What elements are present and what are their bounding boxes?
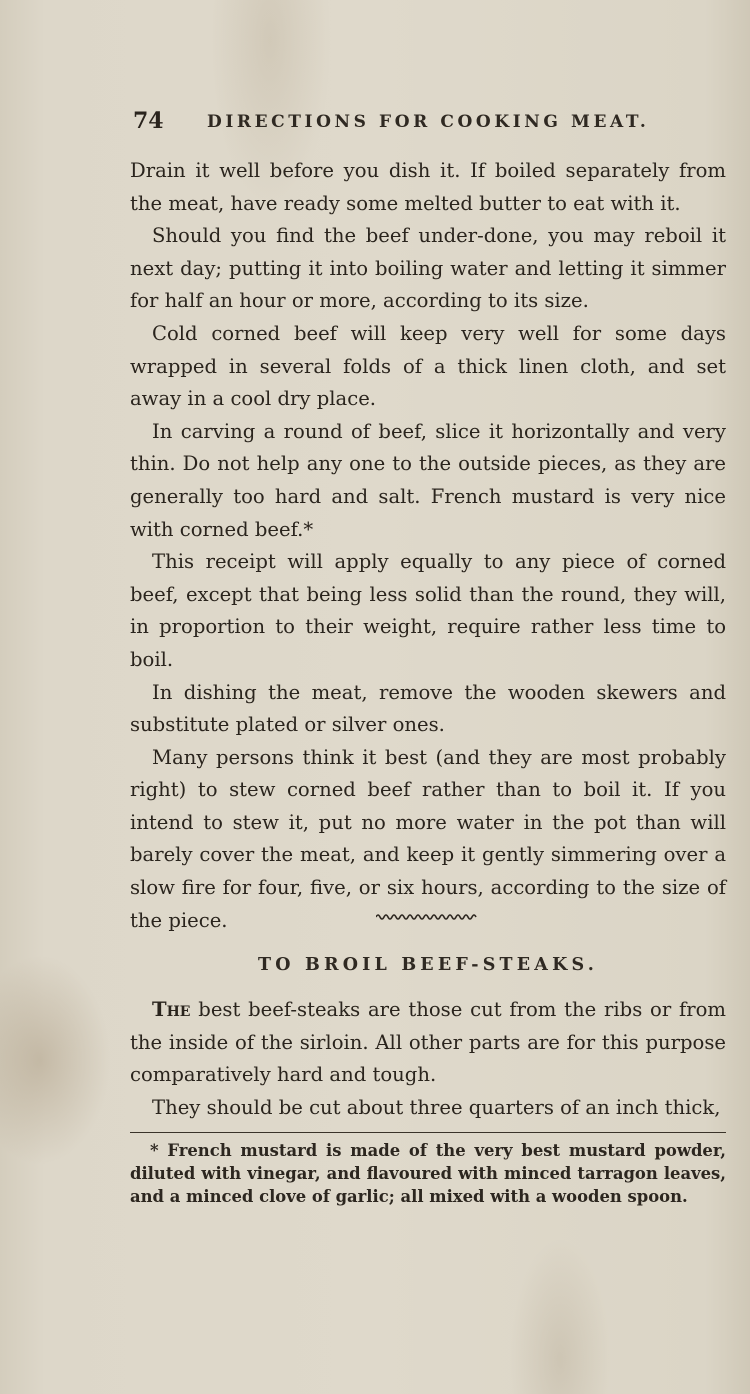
paragraph: Cold corned beef will keep very well for some days wrapped in several folds of a thick linen cloth, and set away in a cool dry place. [130, 321, 726, 411]
running-head: DIRECTIONS FOR COOKING MEAT. [207, 112, 650, 132]
body-text-top [130, 155, 726, 937]
paragraph-text: best beef-steaks are those cut from the ribs or from the inside of the sirloin. All other parts are for this purpose comparatively hard and tough. [130, 998, 726, 1087]
paragraph: In dishing the meat, remove the wooden skewers and substitute plated or silver ones. [130, 680, 726, 737]
body-text-bottom [130, 994, 726, 1124]
page-header [133, 108, 723, 138]
paragraph [130, 994, 726, 1092]
paragraph: Should you find the beef under-done, you may reboil it next day; putting it into boiling water and letting it simmer for half an hour or more, according to its size. [130, 224, 726, 313]
paragraph: Many persons think it best (and they are most probably right) to stew corned beef rather than to boil it. If you intend to stew it, put no more water in the pot than will barely cover the meat, and keep it gently simmering over a slow fire for four, five, or six hours, according to the size of the piece. [130, 745, 726, 932]
paragraph: In carving a round of beef, slice it horizontally and very thin. Do not help any one to the outside pieces, as they are generally too hard and salt. French mustard is very nice with corned beef.* [130, 419, 726, 541]
footnote-text: * French mustard is made of the very best mustard powder, diluted with vinegar, and flavoured with minced tarragon leaves, and a minced clove of garlic; all mixed with a wooden spoon. [130, 1141, 726, 1206]
paragraph: They should be cut about three quarters of an inch thick, [152, 1095, 721, 1119]
paragraph: This receipt will apply equally to any piece of corned beef, except that being less solid than the round, they will, in proportion to their weight, require rather less time to boil. [130, 550, 726, 671]
section-title: TO BROIL BEEF-STEAKS. [258, 955, 598, 975]
lead-word: The [152, 998, 191, 1021]
paragraph: Drain it well before you dish it. If boiled separately from the meat, have ready some melted butter to eat with it. [130, 159, 726, 215]
footnote-rule [130, 1132, 726, 1133]
page-number: 74 [133, 108, 164, 134]
wavy-divider-ornament [376, 912, 478, 922]
footnote [130, 1139, 726, 1208]
